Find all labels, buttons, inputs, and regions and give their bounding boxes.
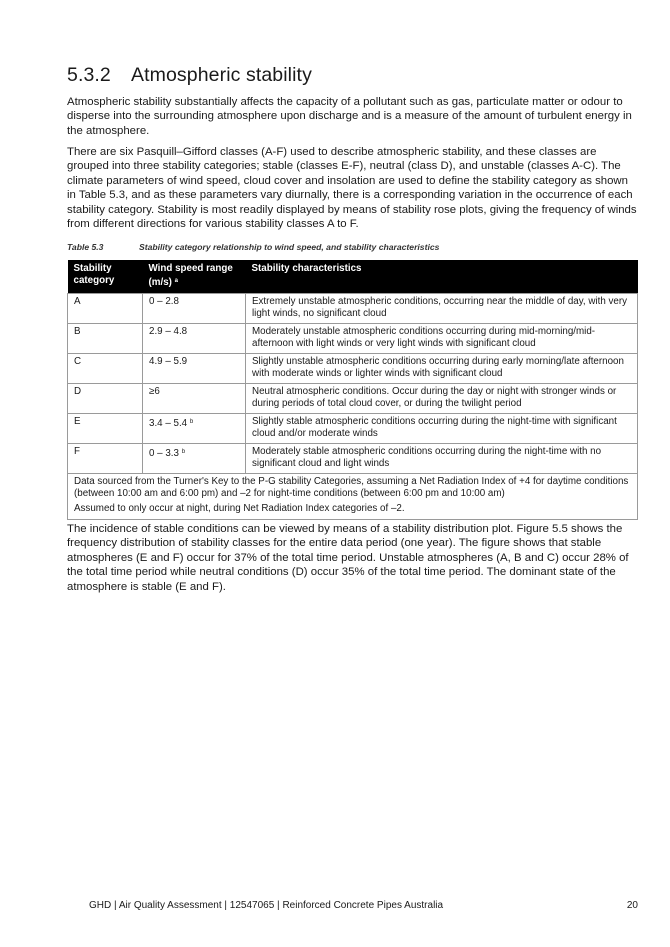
cell-category: E <box>68 414 143 444</box>
footnote-marker-b: b <box>189 419 194 425</box>
intro-paragraph: Atmospheric stability substantially affects the capacity of a pollutant such as gas, particulate matter or odour to disperse into the surrounding atmosphere upon discharge and is a measure of the amount of turbulent energy in the atmosphere. <box>67 96 632 137</box>
table-row <box>68 414 638 444</box>
footnote-marker-a: a <box>174 278 178 284</box>
wind-value: 0 – 2.8 <box>149 296 179 307</box>
wind-value: ≥6 <box>149 386 160 397</box>
table-notes <box>68 474 638 520</box>
table-row <box>68 354 638 384</box>
header-stability-category: Stability category <box>68 260 143 294</box>
wind-value: 3.4 – 5.4 <box>149 418 188 429</box>
section-heading <box>67 64 312 87</box>
header-stability-characteristics: Stability characteristics <box>246 260 638 294</box>
cell-description: Moderately unstable atmospheric conditions occurring during mid-morning/mid-afternoon with light winds or very light winds with significant cloud <box>246 324 638 354</box>
table-notes-row <box>68 474 638 520</box>
cell-wind <box>143 384 246 414</box>
cell-description: Moderately stable atmospheric conditions occurring during the night-time with no significant cloud and light winds <box>246 444 638 474</box>
header-wind-speed-label: Wind speed range (m/s) <box>148 263 233 288</box>
page-footer: GHD | Air Quality Assessment | 12547065 | Reinforced Concrete Pipes Australia <box>89 900 444 911</box>
cell-wind <box>143 354 246 384</box>
table-row <box>68 384 638 414</box>
header-wind-speed <box>143 260 246 294</box>
section-title: Atmospheric stability <box>131 64 312 86</box>
footnote-marker-b: b <box>181 449 186 455</box>
table-number: Table 5.3 <box>67 242 104 252</box>
cell-category: F <box>68 444 143 474</box>
cell-wind <box>143 294 246 324</box>
section-number: 5.3.2 <box>67 64 111 86</box>
cell-description: Extremely unstable atmospheric conditions, occurring near the middle of day, with very light winds, no significant cloud <box>246 294 638 324</box>
cell-wind <box>143 324 246 354</box>
table-caption <box>67 242 439 252</box>
cell-wind <box>143 414 246 444</box>
table-caption-text: Stability category relationship to wind speed, and stability characteristics <box>139 242 440 252</box>
table-note-a: Data sourced from the Turner's Key to the P-G stability Categories, assuming a Net Radiation Index of +4 for daytime conditions (between 10:00 am and 6:00 pm) and –2 for night-time conditions (between 6:00 pm and 10:00 am) <box>74 476 629 499</box>
table-row <box>68 294 638 324</box>
table-row <box>68 444 638 474</box>
table-row <box>68 324 638 354</box>
classes-paragraph: There are six Pasquill–Gifford classes (A-F) used to describe atmospheric stability, and these classes are grouped into three stability categories; stable (classes E-F), neutral (class D), and unstable (classes A-C). The climate parameters of wind speed, cloud cover and insolation are used to define the stability category as shown in Table 5.3, and as these parameters vary diurnally, there is a corresponding variation in the occurrence of each stability category. Stability is most readily displayed by means of stability rose plots, giving the frequency of winds from different directions for various stability classes A to F. <box>67 146 637 231</box>
cell-description: Slightly stable atmospheric conditions occurring during the night-time with significant cloud and/or moderate winds <box>246 414 638 444</box>
wind-value: 2.9 – 4.8 <box>149 326 188 337</box>
wind-value: 4.9 – 5.9 <box>149 356 188 367</box>
distribution-paragraph: The incidence of stable conditions can be viewed by means of a stability distribution plot. Figure 5.5 shows the frequency distribution of stability classes for the entire data period (one year). The figure shows that stable atmospheres (E and F) occur for 37% of the total time period. Unstable atmospheres (A, B and C) occur 28% of the total time period while neutral conditions (D) occur 35% of the total time period. The dominant state of the atmosphere is stable (E and F). <box>67 523 629 593</box>
cell-description: Slightly unstable atmospheric conditions occurring during early morning/late afternoon with moderate winds or lighter winds with significant cloud <box>246 354 638 384</box>
cell-category: A <box>68 294 143 324</box>
cell-wind <box>143 444 246 474</box>
cell-category: B <box>68 324 143 354</box>
table-header-row <box>68 260 638 294</box>
cell-category: D <box>68 384 143 414</box>
table-note-b: Assumed to only occur at night, during Net Radiation Index categories of –2. <box>74 503 405 514</box>
stability-table <box>67 260 638 520</box>
page-number: 20 <box>626 900 638 911</box>
cell-category: C <box>68 354 143 384</box>
wind-value: 0 – 3.3 <box>149 448 179 459</box>
cell-description: Neutral atmospheric conditions. Occur during the day or night with stronger winds or during periods of total cloud cover, or during the twilight period <box>246 384 638 414</box>
